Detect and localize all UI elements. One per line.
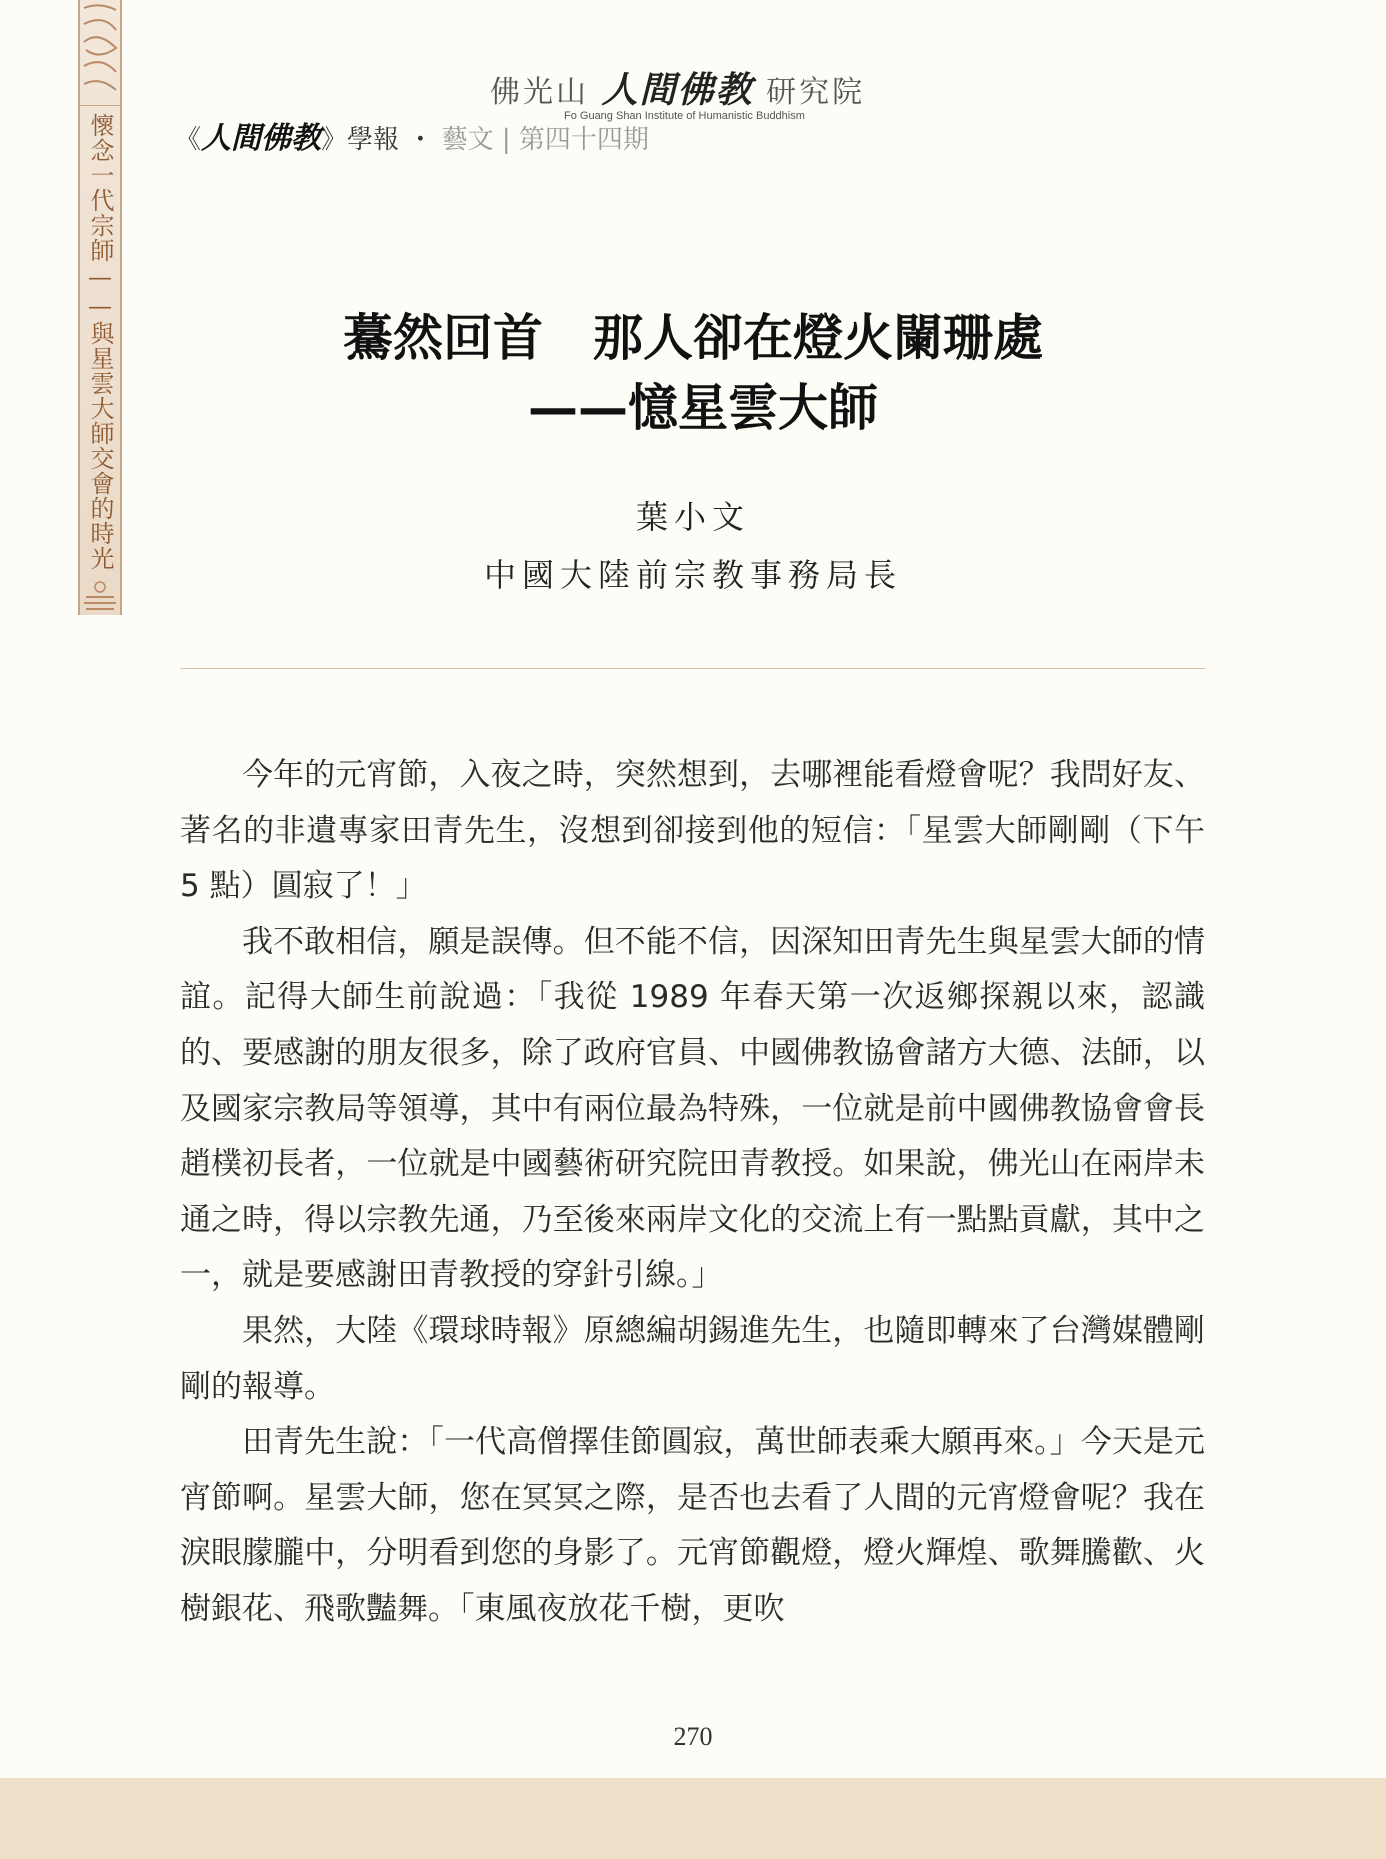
journal-open-bracket: 《	[175, 125, 202, 155]
page-number: 270	[673, 1722, 713, 1751]
paragraph: 今年的元宵節，入夜之時，突然想到，去哪裡能看燈會呢？我問好友、著名的非遺專家田青先生，沒想到卻接到他的短信：「星雲大師剛剛（下午 5 點）圓寂了！」	[180, 757, 1205, 905]
journal-close-bracket: 》	[321, 125, 348, 155]
wave-ornament-icon	[80, 0, 120, 106]
paragraph: 果然，大陸《環球時報》原總編胡錫進先生，也隨即轉來了台灣媒體剛剛的報導。	[180, 1312, 1205, 1405]
paragraph: 田青先生說：「一代高僧擇佳節圓寂，萬世師表乘大願再來。」今天是元宵節啊。星雲大師，您在冥冥之際，是否也去看了人間的元宵燈會呢？我在淚眼朦朧中，分明看到您的身影了。元宵節觀燈，燈火輝煌、歌舞騰歡、火樹銀花、飛歌豔舞。「東風夜放花千樹，更吹	[180, 1424, 1205, 1627]
footer-band	[0, 1778, 1386, 1859]
author-affiliation: 中國大陸前宗教事務局長	[483, 556, 902, 594]
paragraph: 我不敢相信，願是誤傳。但不能不信，因深知田青先生與星雲大師的情誼。記得大師生前說過：「我從 1989 年春天第一次返鄉探親以來，認識的、要感謝的朋友很多，除了政府官員、中國佛教協會諸方大德、法師，以及國家宗教局等領導，其中有兩位最為特殊，一位就是前中國佛教協會會長趙樸初長者，一位就是中國藝術研究院田青教授。如果說，佛光山在兩岸未通之時，得以宗教先通，乃至後來兩岸文化的交流上有一點點貢獻，其中之一，就是要感謝田青教授的穿針引線。」	[180, 923, 1205, 1294]
article-body	[180, 748, 1205, 1638]
institute-logo: 人間佛教	[601, 70, 754, 111]
issue-number: 第四十四期	[518, 125, 649, 155]
section-name: 藝文	[441, 125, 494, 155]
article-subtitle: ——憶星雲大師	[528, 379, 878, 437]
journal-name: 人間佛教	[201, 121, 322, 156]
article-title: 驀然回首 那人卻在燈火闌珊處	[343, 309, 1043, 367]
institute-english-name: Fo Guang Shan Institute of Humanistic Buddhism	[564, 110, 805, 122]
side-tab-title: 懷念一代宗師——與星雲大師交會的時光	[86, 113, 114, 571]
journal-suffix: 學報	[347, 125, 400, 155]
institute-name	[490, 62, 865, 113]
institute-suffix: 研究院	[766, 75, 866, 110]
separator-bar: |	[501, 125, 511, 155]
running-head	[175, 113, 649, 157]
institute-prefix: 佛光山	[490, 75, 589, 110]
author-name: 葉小文	[635, 498, 750, 536]
divider	[180, 668, 1205, 669]
separator-dot: ・	[407, 125, 434, 155]
